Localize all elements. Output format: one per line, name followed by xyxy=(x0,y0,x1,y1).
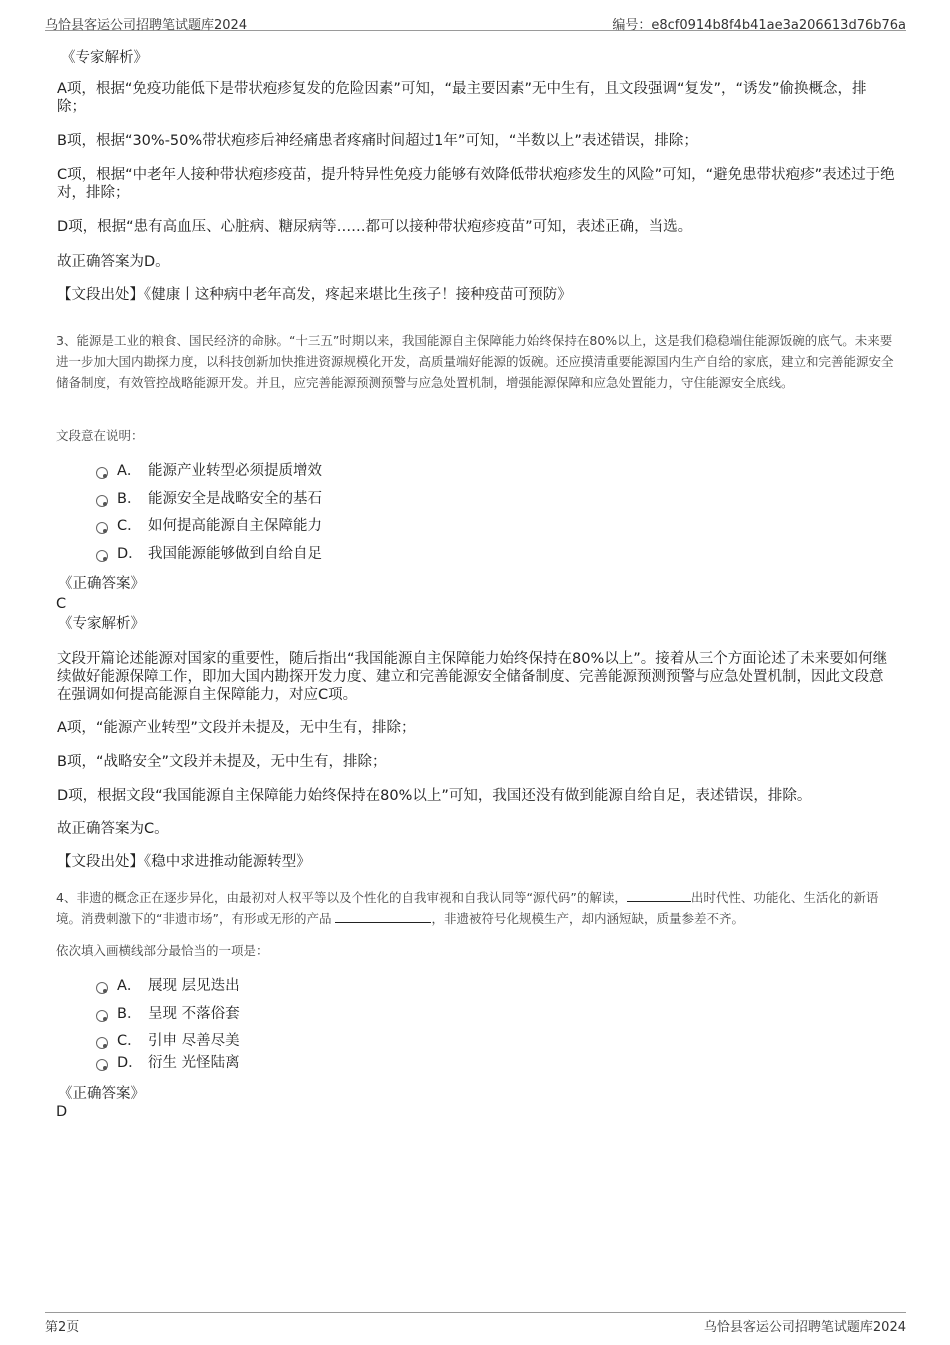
option-text: 我国能源能够做到自给自足 xyxy=(148,546,322,562)
option-letter: A． xyxy=(117,463,142,479)
header-title: 乌恰县客运公司招聘笔试题库2024 xyxy=(45,18,248,33)
fill-blank xyxy=(627,889,691,902)
page-number: 第2页 xyxy=(45,1320,80,1335)
analysis-paragraph: A项，“能源产业转型”文段并未提及，无中生有，排除； xyxy=(57,720,416,736)
source-citation: 【文段出处】《健康丨这种病中老年高发，疼起来堪比生孩子！接种疫苗可预防》 xyxy=(57,287,572,303)
analysis-paragraph: B项，“战略安全”文段并未提及，无中生有，排除； xyxy=(57,754,387,770)
option-text: 能源安全是战略安全的基石 xyxy=(148,491,322,507)
option-letter: B． xyxy=(117,1006,142,1022)
source-citation: 【文段出处】《稳中求进推动能源转型》 xyxy=(57,854,311,870)
option-letter: A． xyxy=(117,978,142,994)
radio-icon[interactable] xyxy=(96,982,108,994)
header-doc-id: 编号：e8cf0914b8f4b41ae3a206613d76b76a xyxy=(612,18,906,33)
answer-statement: 故正确答案为D。 xyxy=(57,254,170,270)
option-text: 如何提高能源自主保障能力 xyxy=(148,518,322,534)
option-letter: B． xyxy=(117,491,142,507)
question-prompt: 文段意在说明： xyxy=(56,428,144,443)
radio-icon[interactable] xyxy=(96,1059,108,1071)
option-letter: D． xyxy=(117,1055,143,1071)
expert-analysis-label: 《专家解析》 xyxy=(58,616,145,632)
analysis-paragraph: D项，根据“患有高血压、心脏病、糖尿病等……都可以接种带状疱疹疫苗”可知，表述正确，当选。 xyxy=(57,219,693,235)
correct-answer-value: C xyxy=(56,596,67,612)
option-letter: C． xyxy=(117,1033,142,1049)
analysis-paragraph: B项，根据“30%-50%带状疱疹后神经痛患者疼痛时间超过1年”可知，“半数以上”表述错误，排除； xyxy=(57,133,698,149)
answer-statement: 故正确答案为C。 xyxy=(57,821,169,837)
page-header xyxy=(45,10,906,31)
option-letter: D． xyxy=(117,546,143,562)
radio-icon[interactable] xyxy=(96,495,108,507)
analysis-paragraph: D项，根据文段“我国能源自主保障能力始终保持在80%以上”可知，我国还没有做到能源自给自足，表述错误，排除。 xyxy=(57,788,812,804)
correct-answer-label: 《正确答案》 xyxy=(58,1086,145,1102)
radio-icon[interactable] xyxy=(96,550,108,562)
radio-icon[interactable] xyxy=(96,1037,108,1049)
fill-blank xyxy=(335,910,431,923)
analysis-paragraph: 文段开篇论述能源对国家的重要性，随后指出“我国能源自主保障能力始终保持在80%以上”。接着从三个方面论述了未来要如何继续做好能源保障工作，即加大国内勘探开发力度、建立和完善能源安全储备制度、完善能源预测预警与应急处置机制，因此文段意在强调如何提高能源自主保障能力，对应C项。 xyxy=(57,651,888,703)
radio-icon[interactable] xyxy=(96,1010,108,1022)
page-footer xyxy=(45,1312,906,1335)
analysis-paragraph: C项，根据“中老年人接种带状疱疹疫苗，提升特异性免疫力能够有效降低带状疱疹发生的风险”可知，“避免患带状疱疹”表述过于绝对，排除； xyxy=(57,167,895,201)
correct-answer-label: 《正确答案》 xyxy=(58,576,145,592)
option-text: 引申 尽善尽美 xyxy=(148,1033,240,1049)
option-text: 呈现 不落俗套 xyxy=(148,1006,240,1022)
question-stem: 4、非遗的概念正在逐步异化，由最初对人权平等以及个性化的自我审视和自我认同等“源代码”的解读， 出时代性、功能化、生活化的新语境。消费刺激下的“非遗市场”，有形或无形的产品 ，非遗被符号化规模生产，却内涵短缺，质量参差不齐。 xyxy=(56,890,879,926)
analysis-paragraph: A项，根据“免疫功能低下是带状疱疹复发的危险因素”可知，“最主要因素”无中生有，且文段强调“复发”，“诱发”偷换概念，排除； xyxy=(57,81,867,115)
radio-icon[interactable] xyxy=(96,467,108,479)
footer-title: 乌恰县客运公司招聘笔试题库2024 xyxy=(703,1320,906,1335)
radio-icon[interactable] xyxy=(96,522,108,534)
option-text: 展现 层见迭出 xyxy=(148,978,240,994)
expert-analysis-label: 《专家解析》 xyxy=(61,50,148,66)
question-stem: 3、能源是工业的粮食、国民经济的命脉。“十三五”时期以来，我国能源自主保障能力始终保持在80%以上，这是我们稳稳端住能源饭碗的底气。未来要进一步加大国内勘探力度，以科技创新加快推进资源规模化开发，高质量端好能源的饭碗。还应摸清重要能源国内生产自给的家底，建立和完善能源安全储备制度，有效管控战略能源开发。并且，应完善能源预测预警与应急处置机制，增强能源保障和应急处置能力，守住能源安全底线。 xyxy=(56,333,894,390)
correct-answer-value: D xyxy=(56,1104,68,1120)
question-prompt: 依次填入画横线部分最恰当的一项是： xyxy=(56,943,269,958)
option-text: 衍生 光怪陆离 xyxy=(148,1055,240,1071)
option-text: 能源产业转型必须提质增效 xyxy=(148,463,322,479)
option-letter: C． xyxy=(117,518,142,534)
